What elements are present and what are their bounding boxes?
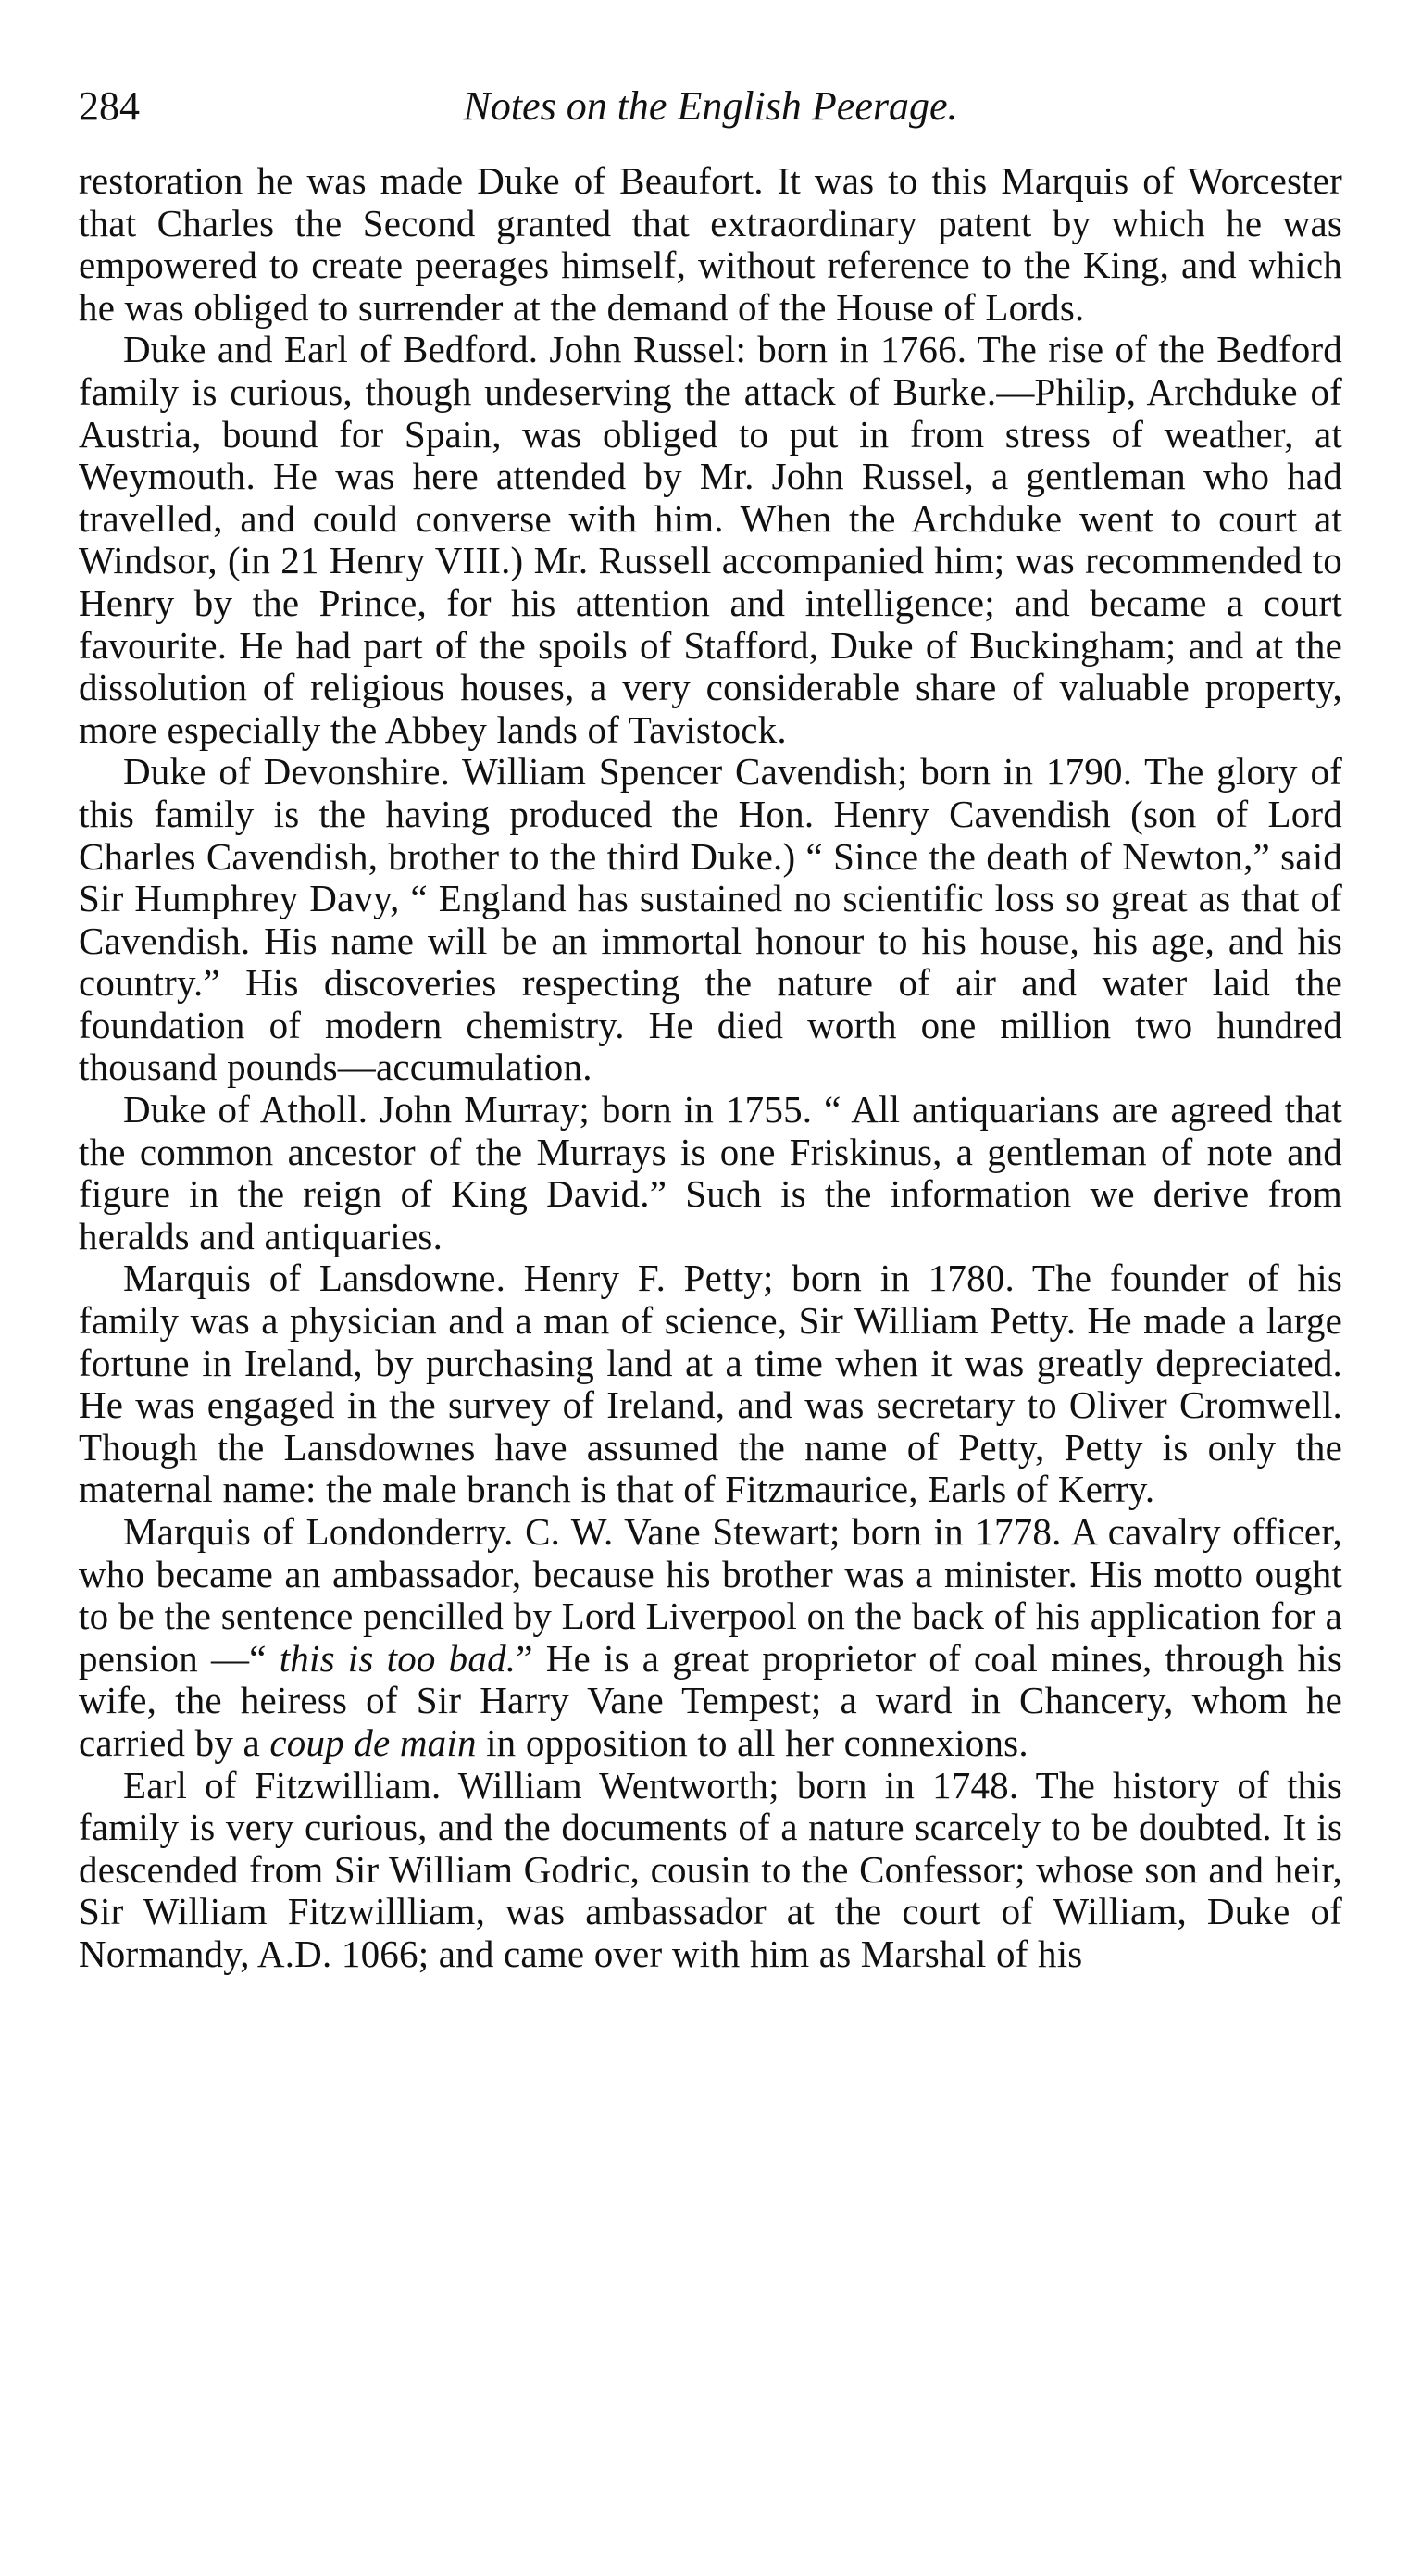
page-header (79, 79, 1342, 144)
running-head: Notes on the English Peerage. (463, 83, 958, 129)
paragraph (79, 1765, 1342, 1976)
book-page (79, 79, 1342, 1976)
page-number: 284 (79, 83, 140, 129)
italic-text: this is too bad. (279, 1636, 517, 1680)
paragraph (79, 1511, 1342, 1765)
paragraph-text: in opposition to all her connexions. (476, 1720, 1028, 1764)
paragraph (79, 1089, 1342, 1257)
paragraph-text: Duke of Devonshire. William Spencer Cavendish; born in 1790. The glory of this family is the having produced the Hon. Henry Cavendish (son of Lord Charles Cavendish, brother to the third Duke.) “ Since the death of Newton,” said Sir Humphrey Davy, “ England has sustained no scientific loss so great as that of Cavendish. His name will be an immortal honour to his house, his age, and his country.” His discoveries respecting the nature of air and water laid the foundation of modern chemistry. He died worth one million two hundred thousand pounds—accumulation. (79, 750, 1342, 1089)
paragraph-text: Duke and Earl of Bedford. John Russel: born in 1766. The rise of the Bedford family is curious, though undeserving the attack of Burke.—Philip, Archduke of Austria, bound for Spain, was obliged to put in from stress of weather, at Weymouth. He was here attended by Mr. John Russel, a gentleman who had travelled, and could converse with him. When the Archduke went to court at Windsor, (in 21 Henry VIII.) Mr. Russell accompanied him; was recommended to Henry by the Prince, for his attention and intelligence; and became a court favourite. He had part of the spoils of Stafford, Duke of Buckingham; and at the dissolution of religious houses, a very considerable share of valuable property, more especially the Abbey lands of Tavistock. (79, 328, 1342, 751)
paragraph-text: restoration he was made Duke of Beaufort. It was to this Marquis of Worcester that Charles the Second granted that extraordinary patent by which he was empowered to create peerages himself, without reference to the King, and which he was obliged to surrender at the demand of the House of Lords. (79, 159, 1342, 329)
paragraph-text: Marquis of Londonderry. C. W. Vane Stewart; born in 1778. A cavalry officer, who became an ambassador, because his brother was a minister. His motto ought to be the sentence pencilled by Lord Liverpool on the back of his application for a pension —“ (79, 1510, 1342, 1680)
paragraph (79, 751, 1342, 1089)
paragraph-text: Earl of Fitzwilliam. William Wentworth; born in 1748. The history of this family is very curious, and the documents of a nature scarcely to be doubted. It is descended from Sir William Godric, cousin to the Confessor; whose son and heir, Sir William Fitzwillliam, was ambassador at the court of William, Duke of Normandy, A.D. 1066; and came over with him as Marshal of his (79, 1763, 1342, 1975)
paragraph-text: ” He is a great proprietor of coal mines, through his wife, the heiress of Sir Harry Vane Tempest; a ward in Chancery, whom he carried by a (79, 1636, 1342, 1764)
italic-text: coup de main (269, 1720, 477, 1764)
paragraph (79, 160, 1342, 329)
body-text (79, 160, 1342, 1976)
paragraph (79, 329, 1342, 751)
paragraph-text: Marquis of Lansdowne. Henry F. Petty; born in 1780. The founder of his family was a physician and a man of science, Sir William Petty. He made a large fortune in Ireland, by purchasing land at a time when it was greatly depreciated. He was engaged in the survey of Ireland, and was secretary to Oliver Cromwell. Though the Lansdownes have assumed the name of Petty, Petty is only the maternal name: the male branch is that of Fitzmaurice, Earls of Kerry. (79, 1257, 1342, 1511)
paragraph (79, 1257, 1342, 1511)
paragraph-text: Duke of Atholl. John Murray; born in 1755. “ All antiquarians are agreed that the common ancestor of the Murrays is one Friskinus, a gentleman of note and figure in the reign of King David.” Such is the information we derive from heralds and antiquaries. (79, 1088, 1342, 1257)
